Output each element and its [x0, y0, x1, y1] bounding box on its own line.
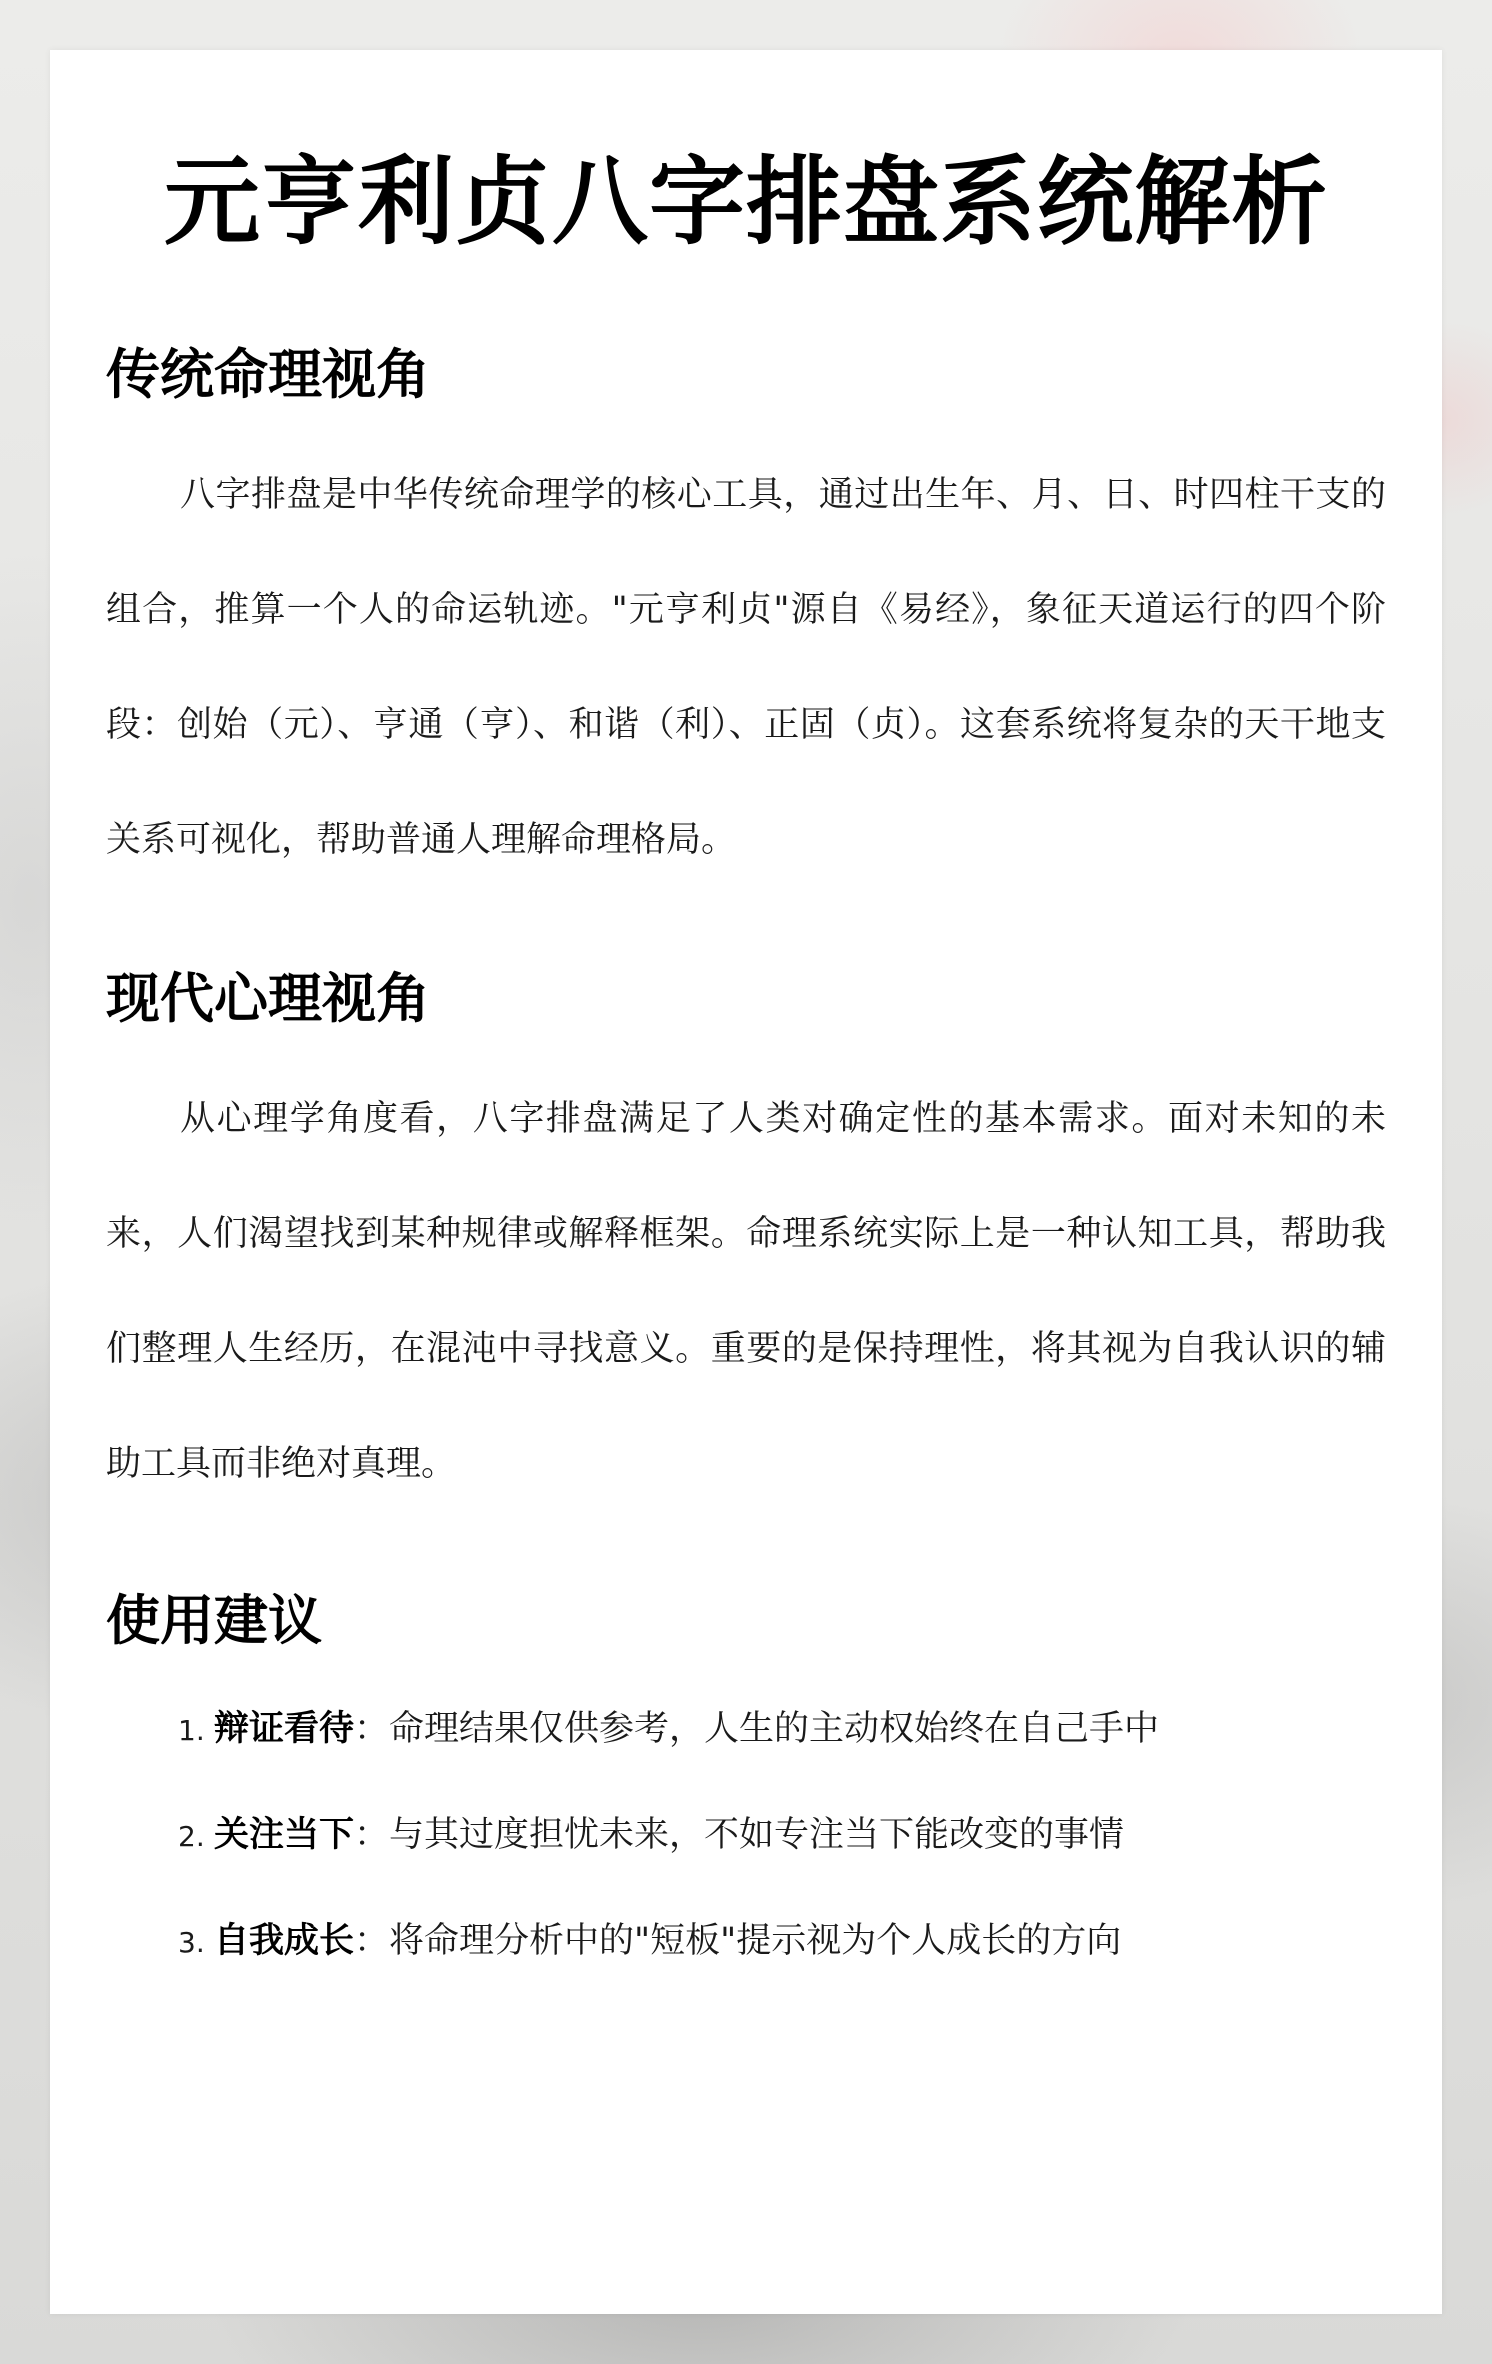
list-item-term: 自我成长: [214, 1921, 355, 1961]
list-item-text: ：与其过度担忧未来，不如专注当下能改变的事情: [354, 1815, 1125, 1855]
list-item: [178, 1800, 1386, 1870]
section-heading: 传统命理视角: [106, 343, 430, 406]
section-modern-psychology: [106, 964, 1386, 1522]
list-item-text: ：将命理分析中的"短板"提示视为个人成长的方向: [354, 1921, 1122, 1961]
list-item-text: ：命理结果仅供参考，人生的主动权始终在自己手中: [354, 1709, 1160, 1749]
section-suggestions: [106, 1586, 1386, 1976]
list-item-term: 关注当下: [214, 1815, 355, 1855]
list-item-number: 2.: [178, 1820, 205, 1853]
list-item-number: 1.: [178, 1714, 205, 1747]
list-item-term: 辩证看待: [214, 1709, 355, 1749]
page-title: 元亨利贞八字排盘系统解析: [164, 146, 1328, 258]
list-item: [178, 1694, 1386, 1764]
section-heading: 使用建议: [106, 1589, 322, 1652]
section-traditional: [106, 340, 1386, 898]
section-heading: 现代心理视角: [106, 967, 430, 1030]
list-item-number: 3.: [178, 1926, 205, 1959]
section-paragraph: 从心理学角度看，八字排盘满足了人类对确定性的基本需求。面对未知的未来，人们渴望找到某种规律或解释框架。命理系统实际上是一种认知工具，帮助我们整理人生经历，在混沌中寻找意义。重要的是保持理性，将其视为自我认识的辅助工具而非绝对真理。: [106, 1099, 1386, 1484]
article-card: [50, 50, 1442, 2314]
list-item: [178, 1906, 1386, 1976]
suggestion-list: [106, 1694, 1386, 1976]
section-paragraph: 八字排盘是中华传统命理学的核心工具，通过出生年、月、日、时四柱干支的组合，推算一个人的命运轨迹。"元亨利贞"源自《易经》，象征天道运行的四个阶段：创始（元）、亨通（亨）、和谐（利）、正固（贞）。这套系统将复杂的天干地支关系可视化，帮助普通人理解命理格局。: [106, 475, 1386, 860]
